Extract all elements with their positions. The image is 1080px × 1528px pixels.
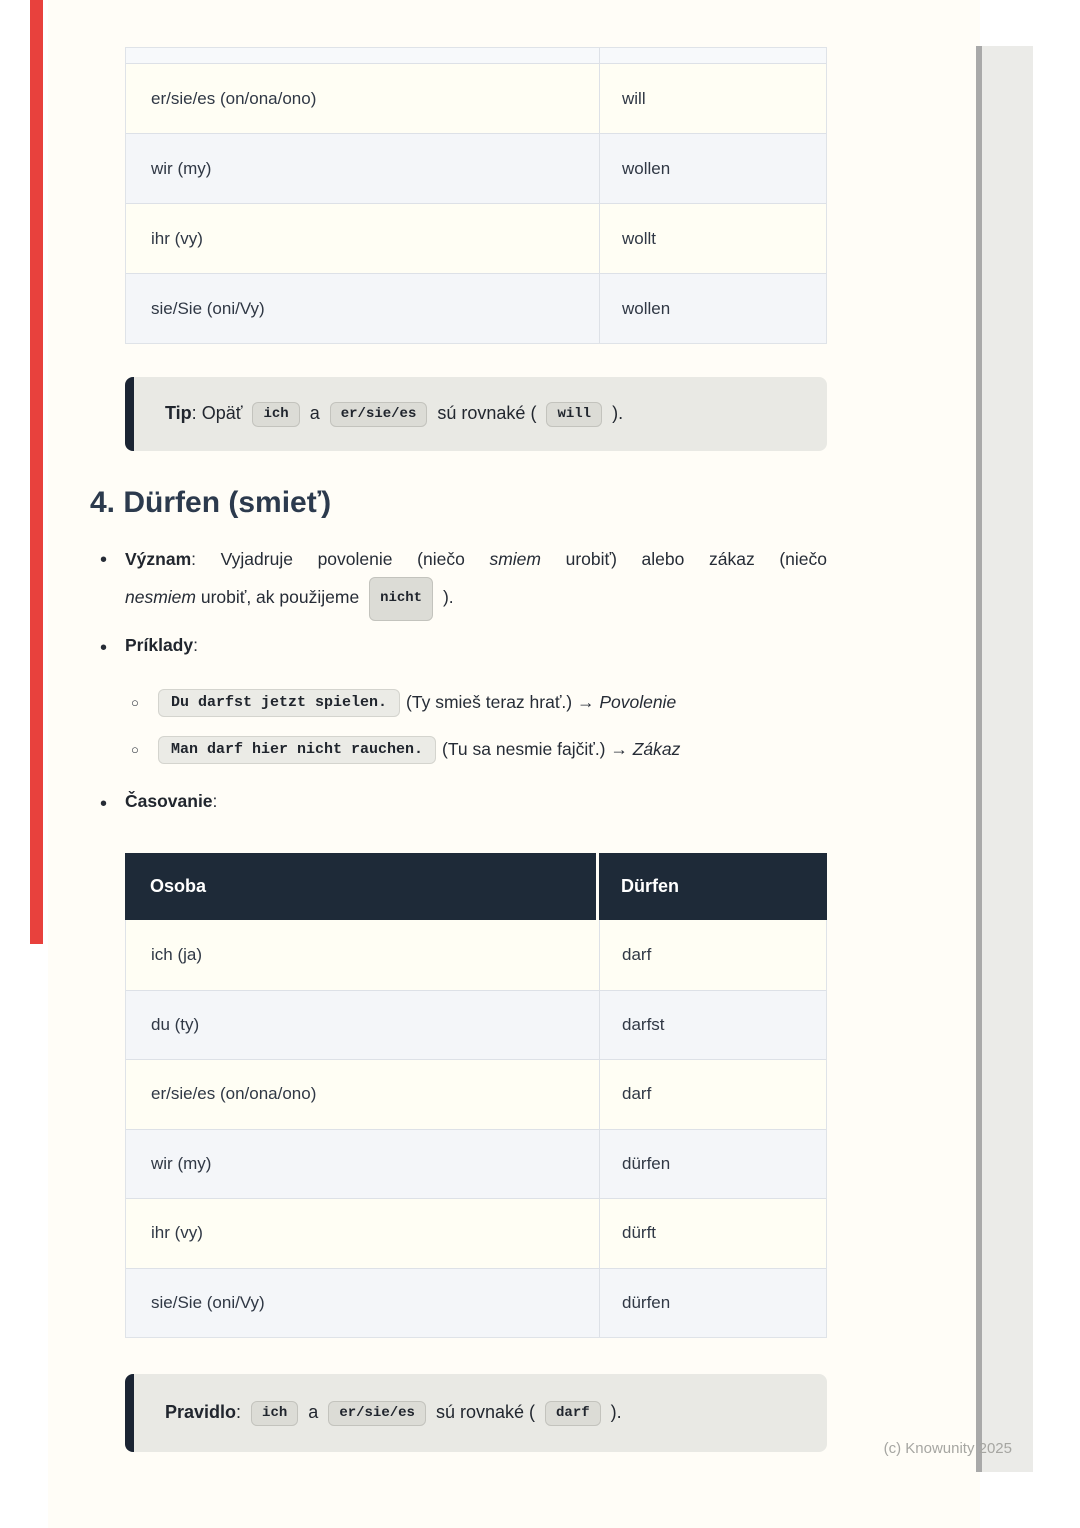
copyright-watermark: (c) Knowunity 2025 [883,1440,1012,1457]
form-cell: dürfen [622,1292,671,1312]
table-row [126,920,826,990]
person-cell: ich (ja) [126,920,600,990]
code-chip: er/sie/es [330,402,428,427]
header-cell-osoba: Osoba [125,853,599,920]
person-cell: sie/Sie (oni/Vy) [126,1269,600,1338]
tip-text: Tip: Opäť ich a er/sie/es sú rovnaké ( will ). [134,402,623,427]
form-cell: wollen [622,298,671,318]
tip-callout [125,377,827,451]
example-tag: Zákaz [632,739,681,759]
form-cell: wollen [622,158,671,178]
casovanie-label-line: Časovanie: [125,791,218,811]
code-chip: ich [252,402,299,427]
example-tag: Povolenie [599,692,677,712]
person-cell: ihr (vy) [126,1199,600,1268]
code-chip: nicht [369,577,433,621]
person-cell: wir (my) [126,1130,600,1199]
table-row [126,273,826,343]
scrollbar-thumb[interactable] [976,46,982,1472]
table-row [126,990,826,1060]
form-cell: darf [622,944,652,964]
code-chip: darf [545,1401,601,1426]
rule-label: Pravidlo [165,1401,237,1422]
person-cell: du (ty) [126,991,600,1060]
form-cell: dürft [622,1223,657,1243]
example-item: Du darfst jetzt spielen. (Ty smieš teraz hrať.) → Povolenie [158,689,676,717]
durfen-conjugation-table [125,853,827,1338]
rule-callout [125,1374,827,1452]
table-row [126,133,826,203]
table-row-clipped [126,48,826,63]
vyznam-label: Význam [125,549,192,569]
code-chip: will [546,402,602,427]
person-cell: er/sie/es (on/ona/ono) [126,1060,600,1129]
code-chip: ich [251,1401,298,1426]
sub-bullet-marker: ○ [131,742,139,757]
wollen-conjugation-table [125,47,827,344]
form-cell: dürfen [622,1153,671,1173]
table-header-row [125,853,827,920]
bullet-marker: • [100,793,108,815]
person-cell: er/sie/es (on/ona/ono) [126,64,600,133]
table-row [126,1268,826,1338]
scrollbar-track[interactable] [982,46,1033,1472]
example-item: Man darf hier nicht rauchen. (Tu sa nesmie fajčiť.) → Zákaz [158,736,680,764]
code-chip: Du darfst jetzt spielen. [158,689,400,717]
red-accent-stripe [30,0,43,944]
sub-bullet-marker: ○ [131,695,139,710]
form-cell: darf [622,1084,652,1104]
section-heading: 4. Dürfen (smieť) [90,486,332,519]
vyznam-paragraph: Význam: Vyjadruje povolenie (niečo smiem urobiť) alebo zákaz (niečo nesmiem urobiť, ak použijeme nicht ). [125,542,827,621]
table-row [126,1129,826,1199]
bullet-marker: • [100,637,108,659]
table-row [126,1059,826,1129]
code-chip: Man darf hier nicht rauchen. [158,736,436,764]
priklady-label-line: Príklady: [125,635,198,655]
code-chip: er/sie/es [328,1401,426,1426]
person-cell: wir (my) [126,134,600,203]
tip-label: Tip [165,402,192,423]
person-cell: ihr (vy) [126,204,600,273]
bullet-marker: • [100,549,108,571]
table-row [126,1198,826,1268]
header-cell-durfen: Dürfen [599,853,827,920]
form-cell: darfst [622,1014,665,1034]
table-row [126,203,826,273]
form-cell: wollt [622,228,657,248]
person-cell: sie/Sie (oni/Vy) [126,274,600,343]
form-cell: will [622,88,646,108]
table-row [126,63,826,133]
rule-text: Pravidlo: ich a er/sie/es sú rovnaké ( darf ). [134,1401,622,1426]
